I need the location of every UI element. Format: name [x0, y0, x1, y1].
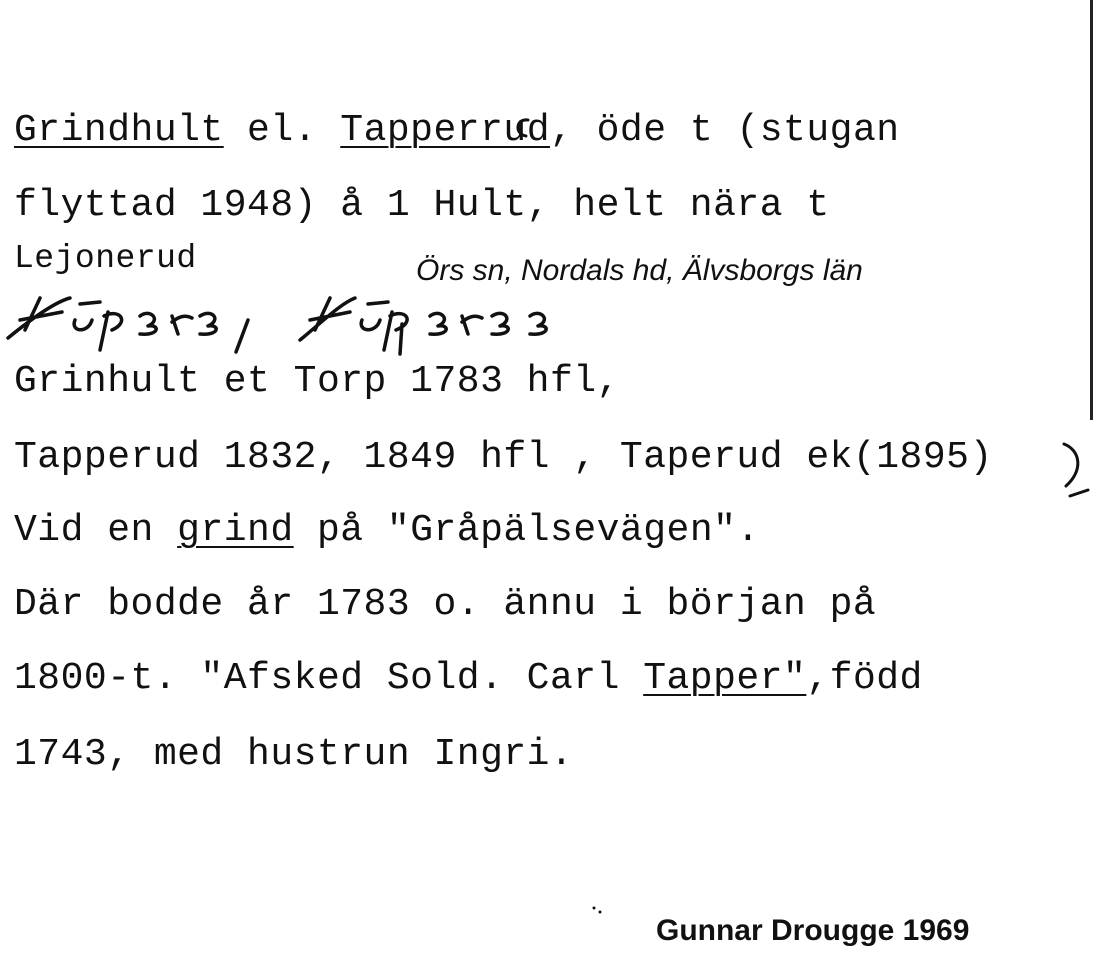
text-line-3: Lejonerud [14, 240, 197, 277]
card-edge-line [1090, 0, 1093, 420]
underlined-word-grind: grind [177, 509, 294, 552]
handwritten-phonetic-transcription [0, 290, 600, 360]
parish-stamp: Örs sn, Nordals hd, Älvsborgs län [416, 254, 863, 287]
line7-pre: Vid en [14, 509, 178, 552]
heading-rest-text: , öde t (stugan [550, 109, 900, 152]
text-line-7 [14, 508, 760, 554]
text-line-6: Tapperud 1832, 1849 hfl , Taperud ek(1895) [14, 436, 993, 479]
conjunction-text: el. [223, 109, 341, 152]
alt-name-tapperrud: Tapperrud [340, 109, 550, 152]
text-line-2: flyttad 1948) å 1 Hult, helt nära t [14, 184, 830, 227]
line9-post: ,född [806, 657, 923, 700]
signature: Gunnar Drougge 1969 [656, 914, 970, 947]
underlined-name-tapper: Tapper" [643, 657, 807, 700]
entry-heading-line [14, 108, 900, 154]
text-line-8: Där bodde år 1783 o. ännu i början på [14, 583, 877, 626]
line9-pre: 1800-t. "Afsked Sold. Carl [14, 657, 644, 700]
text-line-5: Grinhult et Torp 1783 hfl, [14, 360, 620, 403]
line7-post: på "Gråpälsevägen". [293, 509, 760, 552]
text-line-9 [14, 656, 923, 702]
place-name-grindhult: Grindhult [14, 109, 224, 152]
text-line-10: 1743, med hustrun Ingri. [14, 733, 574, 776]
